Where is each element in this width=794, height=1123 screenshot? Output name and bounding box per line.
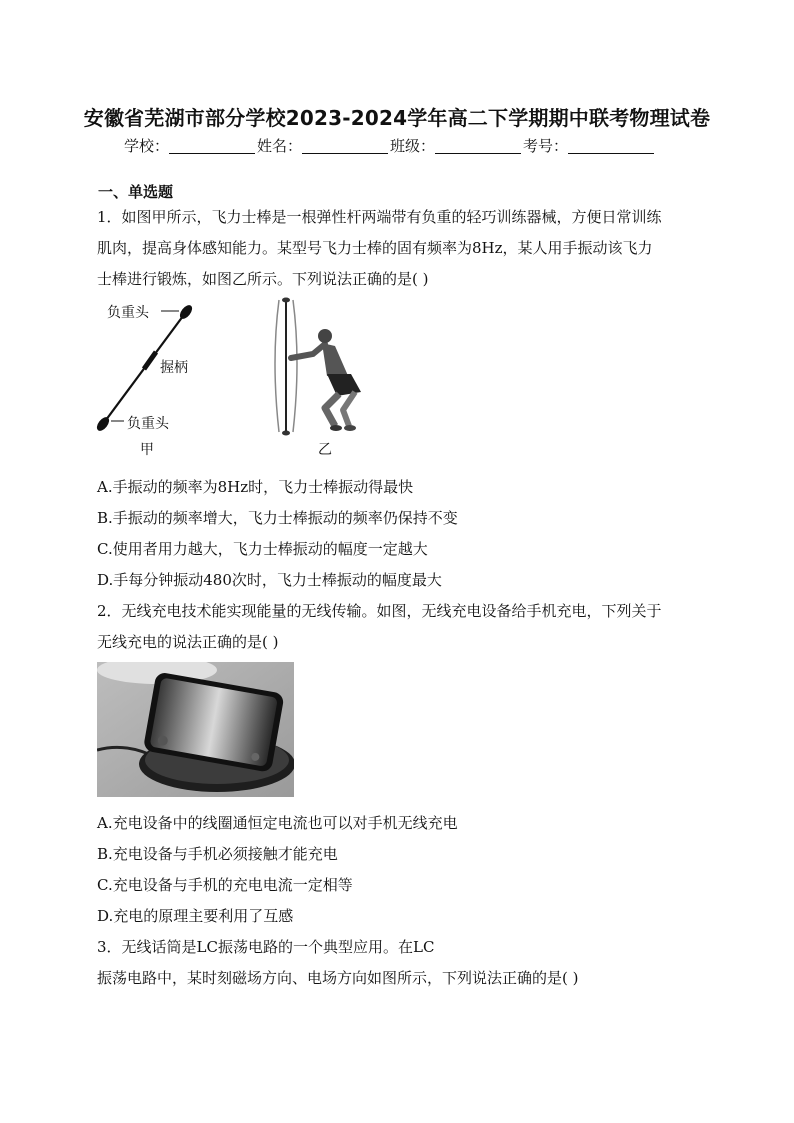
figure-b-caption: 乙 (318, 442, 332, 458)
q2-stem-line: 无线充电的说法正确的是( ) (97, 633, 279, 651)
school-label: 学校： (124, 137, 170, 155)
q2-stem-line: 2．无线充电技术能实现能量的无线传输。如图，无线充电设备给手机充电，下列关于 (97, 602, 662, 620)
school-blank[interactable] (169, 138, 255, 154)
student-info-row (124, 135, 656, 156)
q3-stem-line: 振荡电路中，某时刻磁场方向、电场方向如图所示，下列说法正确的是( ) (97, 969, 579, 987)
q2-option-c[interactable]: C.充电设备与手机的充电电流一定相等 (97, 876, 353, 894)
number-blank[interactable] (568, 138, 654, 154)
q1-stem-line: 1．如图甲所示，飞力士棒是一根弹性杆两端带有负重的轻巧训练器械，方便日常训练 (97, 208, 662, 226)
class-label: 班级： (390, 137, 436, 155)
number-label: 考号： (523, 137, 569, 155)
class-blank[interactable] (435, 138, 521, 154)
q1-stem-line: 士棒进行锻炼，如图乙所示。下列说法正确的是( ) (97, 270, 429, 288)
q2-option-a[interactable]: A.充电设备中的线圈通恒定电流也可以对手机无线充电 (97, 814, 458, 832)
q1-stem-line: 肌肉，提高身体感知能力。某型号飞力士棒的固有频率为8Hz，某人用手振动该飞力 (97, 239, 653, 257)
exam-title: 安徽省芜湖市部分学校2023-2024学年高二下学期期中联考物理试卷 (83, 106, 711, 130)
name-blank[interactable] (302, 138, 388, 154)
q1-option-a[interactable]: A.手振动的频率为8Hz时，飞力士棒振动得最快 (97, 478, 414, 496)
q1-option-d[interactable]: D.手每分钟振动480次时，飞力士棒振动的幅度最大 (97, 571, 442, 589)
q1-option-b[interactable]: B.手振动的频率增大，飞力士棒振动的频率仍保持不变 (97, 509, 458, 527)
q3-stem-line: 3．无线话筒是LC振荡电路的一个典型应用。在LC (97, 938, 435, 956)
q2-option-d[interactable]: D.充电的原理主要利用了互感 (97, 907, 294, 925)
weight-head-bottom-label: 负重头 (127, 416, 169, 432)
q2-option-b[interactable]: B.充电设备与手机必须接触才能充电 (97, 845, 338, 863)
q1-option-c[interactable]: C.使用者用力越大，飞力士棒振动的幅度一定越大 (97, 540, 428, 558)
wireless-charging-photo (97, 662, 294, 797)
weight-head-top-label: 负重头 (107, 305, 149, 321)
section-heading: 一、单选题 (98, 183, 174, 201)
person-exercise-photo (265, 296, 375, 438)
name-label: 姓名： (257, 137, 303, 155)
handle-label: 握柄 (160, 360, 188, 376)
figure-a-caption: 甲 (140, 442, 154, 458)
